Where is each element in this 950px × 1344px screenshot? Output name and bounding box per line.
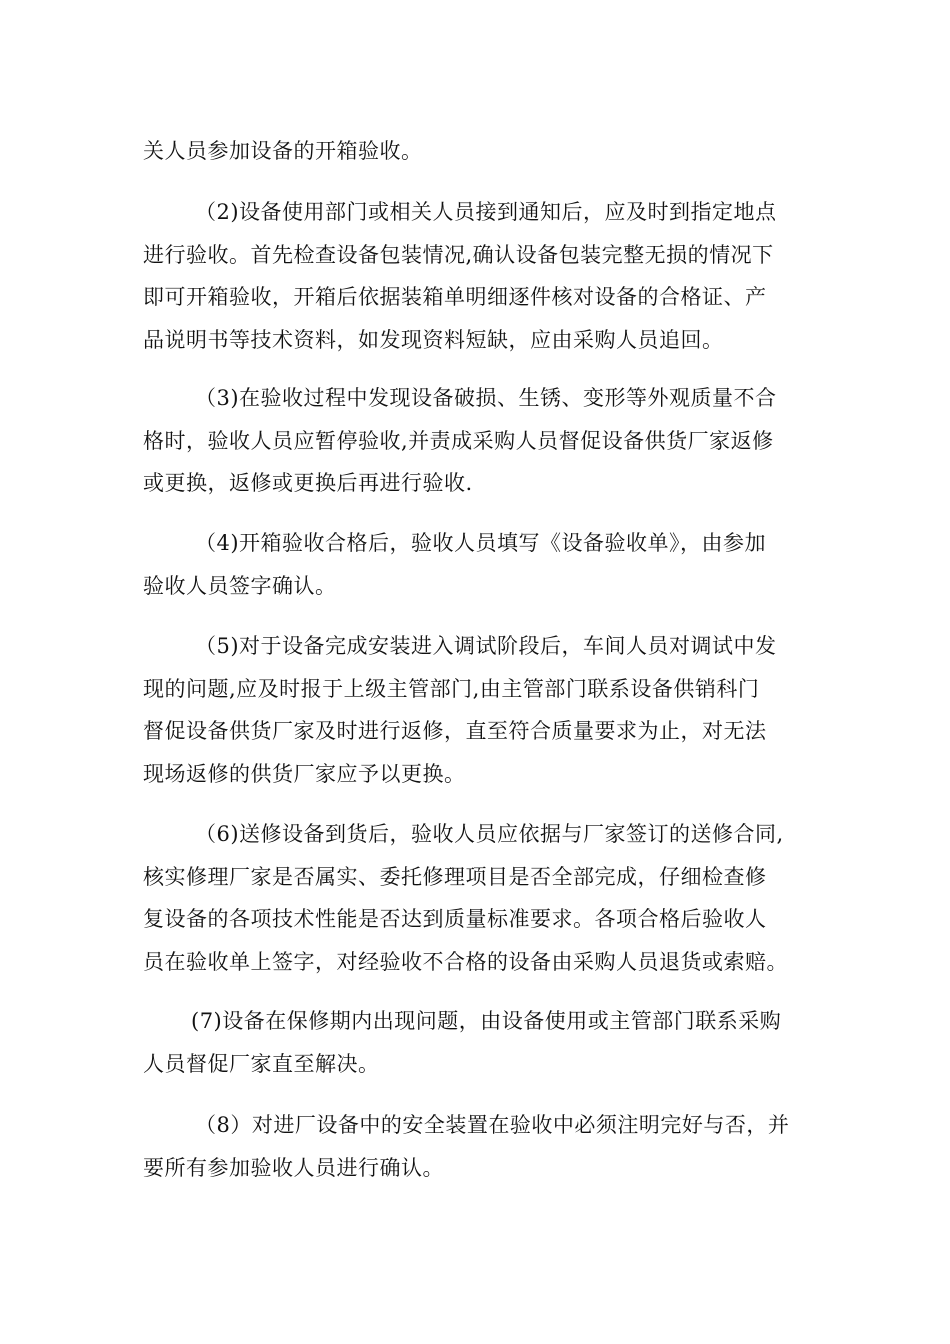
text-line: （8）对进厂设备中的安全装置在验收中必须注明完好与否，并 bbox=[195, 1113, 790, 1137]
text-line: 复设备的各项技术性能是否达到质量标准要求。各项合格后验收人 bbox=[143, 907, 767, 931]
text-line: 督促设备供货厂家及时进行返修，直至符合质量要求为止，对无法 bbox=[143, 719, 767, 743]
text-line: 进行验收。首先检查设备包装情况,确认设备包装完整无损的情况下 bbox=[143, 242, 774, 267]
text-line: 要所有参加验收人员进行确认。 bbox=[143, 1155, 444, 1180]
text-line: 关人员参加设备的开箱验收。 bbox=[143, 139, 423, 163]
text-line: 格时，验收人员应暂停验收,并责成采购人员督促设备供货厂家返修 bbox=[143, 428, 774, 453]
text-line: 现的问题,应及时报于上级主管部门,由主管部门联系设备供销科门 bbox=[143, 676, 760, 701]
paragraph-item-4 bbox=[143, 522, 807, 607]
paragraph-item-5 bbox=[143, 625, 807, 795]
text-line: （6)送修设备到货后，验收人员应依据与厂家签订的送修合同, bbox=[195, 822, 784, 846]
text-line: 品说明书等技术资料，如发现资料短缺，应由采购人员追回。 bbox=[143, 327, 724, 352]
text-line: （4)开箱验收合格后，验收人员填写《设备验收单》，由参加 bbox=[195, 531, 767, 555]
text-line: （3)在验收过程中发现设备破损、生锈、变形等外观质量不合 bbox=[195, 386, 777, 410]
text-line: 人员督促厂家直至解决。 bbox=[143, 1051, 380, 1076]
text-line: 员在验收单上签字，对经验收不合格的设备由采购人员退货或索赔。 bbox=[143, 949, 788, 974]
paragraph-item-8 bbox=[143, 1104, 807, 1189]
paragraph-item-7 bbox=[143, 1000, 807, 1085]
text-line: （5)对于设备完成安装进入调试阶段后，车间人员对调试中发 bbox=[195, 634, 777, 658]
text-line: 或更换，返修或更换后再进行验收. bbox=[143, 471, 473, 495]
paragraph-1 bbox=[143, 130, 807, 173]
paragraph-item-2 bbox=[143, 191, 807, 361]
paragraph-item-3 bbox=[143, 377, 807, 505]
text-line: 验收人员签字确认。 bbox=[143, 573, 337, 598]
text-line: (7)设备在保修期内出现问题，由设备使用或主管部门联系采购 bbox=[191, 1009, 782, 1033]
paragraph-item-6 bbox=[143, 813, 807, 983]
text-line: 现场返修的供货厂家应予以更换。 bbox=[143, 761, 466, 786]
text-line: 核实修理厂家是否属实、委托修理项目是否全部完成，仔细检查修 bbox=[143, 864, 767, 889]
text-line: 即可开箱验收，开箱后依据装箱单明细逐件核对设备的合格证、产 bbox=[143, 285, 767, 309]
text-line: （2)设备使用部门或相关人员接到通知后，应及时到指定地点 bbox=[195, 200, 777, 224]
